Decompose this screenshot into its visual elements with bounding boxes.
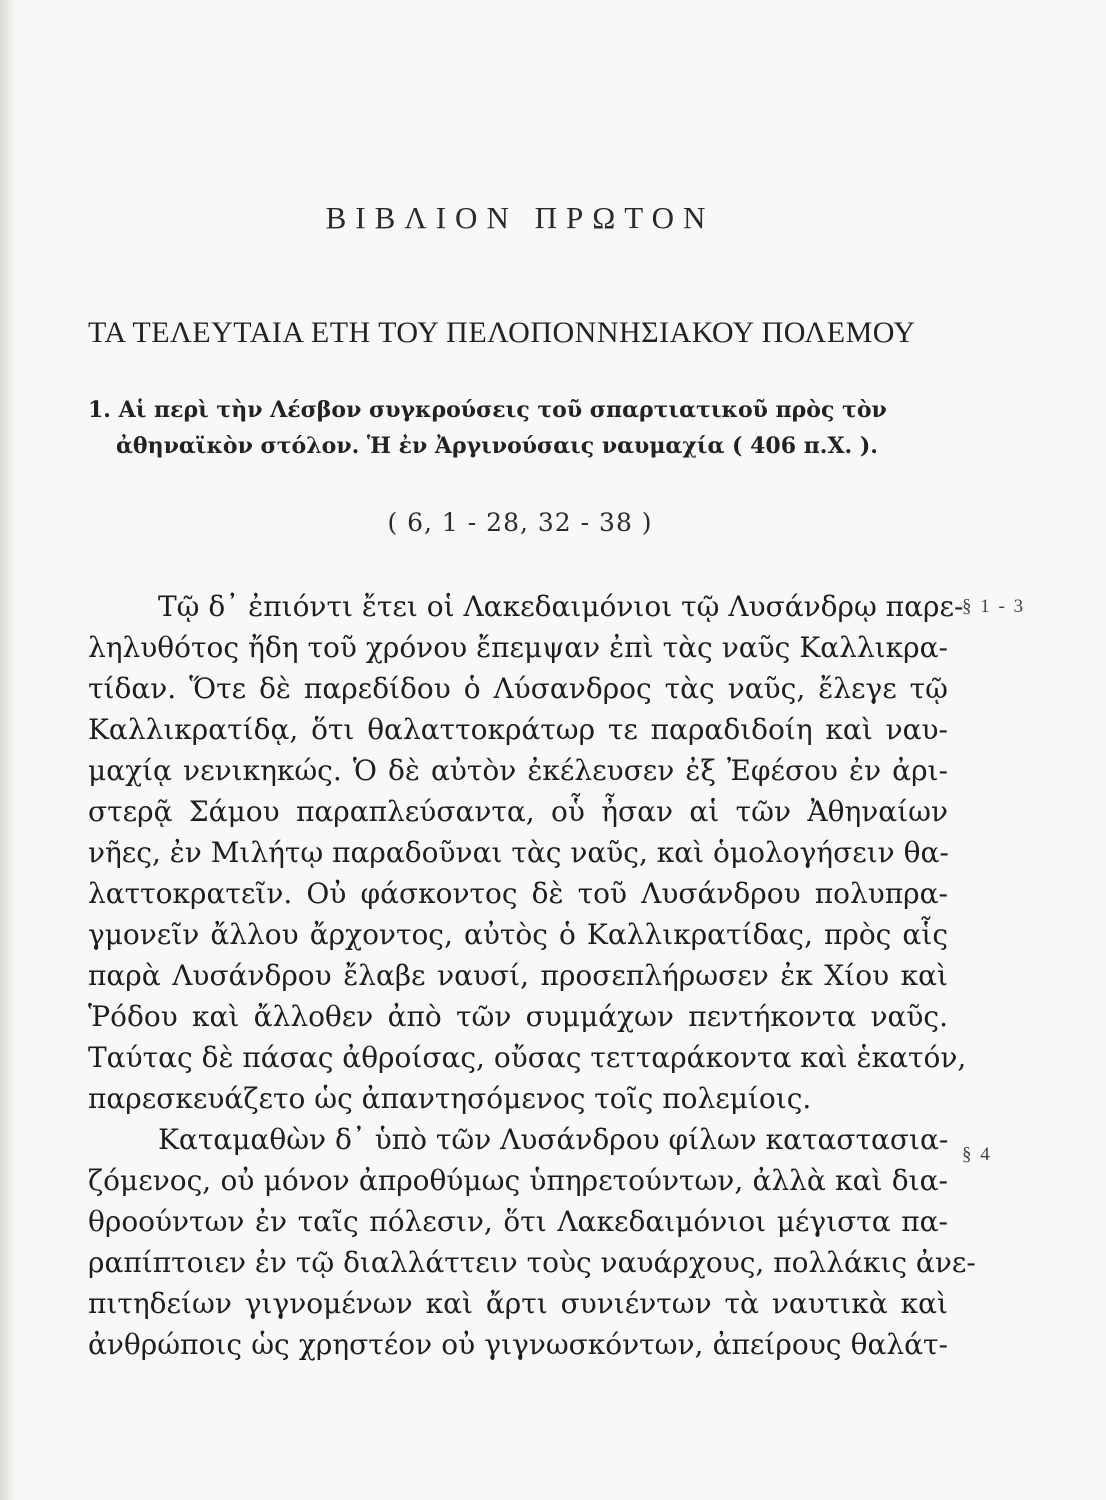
chapter-title: ΤΑ ΤΕΛΕΥΤΑΙΑ ΕΤΗ ΤΟΥ ΠΕΛΟΠΟΝΝΗΣΙΑΚΟΥ ΠΟΛΕΜΟΥ [88, 316, 916, 349]
text-line: παρὰ Λυσάνδρου ἔλαβε ναυσί, προσεπλήρωσεν ἐκ Χίου καὶ [88, 959, 948, 992]
margin-reference-2: § 4 [962, 1144, 992, 1165]
text-line: Ταύτας δὲ πάσας ἀθροίσας, οὔσας τετταράκοντα καὶ ἑκατόν, [88, 1041, 967, 1074]
text-line: νῆες, ἐν Μιλήτῳ παραδοῦναι τὰς ναῦς, καὶ ὁμολογήσειν θα- [88, 836, 949, 869]
margin-reference-1: § 1 - 3 [962, 596, 1026, 617]
text-line: ζόμενος, οὐ μόνον ἀπροθύμως ὑπηρετούντων, ἀλλὰ καὶ δια- [88, 1164, 948, 1197]
text-line: Ῥόδου καὶ ἄλλοθεν ἀπὸ τῶν συμμάχων πεντήκοντα ναῦς. [88, 1000, 948, 1033]
text-line: λαττοκρατεῖν. Οὐ φάσκοντος δὲ τοῦ Λυσάνδρου πολυπρα- [88, 877, 948, 910]
text-line: ληλυθότος ἤδη τοῦ χρόνου ἔπεμψαν ἐπὶ τὰς ναῦς Καλλικρα- [88, 631, 948, 664]
book-title: ΒΙΒΛΙΟΝ ΠΡΩΤΟΝ [325, 200, 715, 235]
body-text [88, 586, 976, 1365]
text-line: παρεσκευάζετο ὡς ἀπαντησόμενος τοῖς πολεμίοις. [88, 1082, 812, 1115]
section-heading-line-2: ἀθηναϊκὸν στόλον. Ἡ ἐν Ἀργινούσαις ναυμαχία ( 406 π.Χ. ). [116, 433, 878, 459]
source-references: ( 6, 1 - 28, 32 - 38 ) [387, 508, 653, 537]
text-line: μαχίᾳ νενικηκώς. Ὁ δὲ αὐτὸν ἐκέλευσεν ἐξ Ἐφέσου ἐν ἀρι- [88, 754, 948, 787]
text-line: Τῷ δ᾽ ἐπιόντι ἔτει οἱ Λακεδαιμόνιοι τῷ Λυσάνδρῳ παρε- [158, 590, 964, 623]
text-line: γμονεῖν ἄλλου ἄρχοντος, αὐτὸς ὁ Καλλικρατίδας, πρὸς αἷς [88, 918, 948, 951]
text-line: θροούντων ἐν ταῖς πόλεσιν, ὅτι Λακεδαιμόνιοι μέγιστα πα- [88, 1205, 948, 1238]
text-line: ραπίπτοιεν ἐν τῷ διαλλάττειν τοὺς ναυάρχους, πολλάκις ἀνε- [88, 1246, 976, 1279]
text-line: στερᾷ Σάμου παραπλεύσαντα, οὗ ἦσαν αἱ τῶν Ἀθηναίων [88, 795, 948, 828]
text-line: πιτηδείων γιγνομένων καὶ ἄρτι συνιέντων τὰ ναυτικὰ καὶ [88, 1287, 948, 1320]
section-heading [88, 392, 958, 464]
text-line: τίδαν. Ὅτε δὲ παρεδίδου ὁ Λύσανδρος τὰς ναῦς, ἔλεγε τῷ [88, 672, 948, 705]
text-line: ἀνθρώποις ὡς χρηστέον οὐ γιγνωσκόντων, ἀπείρους θαλάτ- [88, 1328, 948, 1361]
text-line: Καλλικρατίδᾳ, ὅτι θαλαττοκράτωρ τε παραδιδοίη καὶ ναυ- [88, 713, 948, 746]
text-line: Καταμαθὼν δ᾽ ὑπὸ τῶν Λυσάνδρου φίλων καταστασια- [158, 1123, 949, 1156]
section-heading-line-1: 1. Αἱ περὶ τὴν Λέσβον συγκρούσεις τοῦ σπαρτιατικοῦ πρὸς τὸν [88, 397, 887, 423]
